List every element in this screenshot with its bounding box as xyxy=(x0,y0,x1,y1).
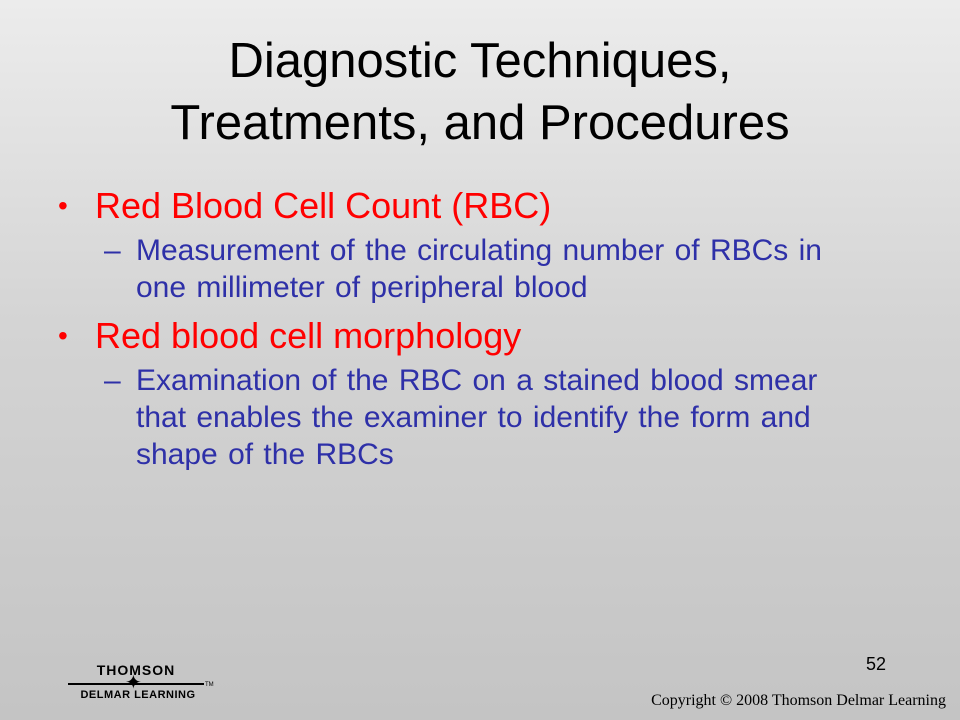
sub-bullet-glyph: – xyxy=(104,364,121,397)
bullet-text: Red Blood Cell Count (RBC) xyxy=(95,185,552,226)
title-line-1: Diagnostic Techniques, xyxy=(228,34,732,88)
bullet-item xyxy=(58,184,918,228)
slide-title xyxy=(40,30,920,154)
bullet-item xyxy=(58,314,918,358)
page-number: 52 xyxy=(865,654,886,674)
sub-bullet-glyph: – xyxy=(104,234,121,267)
thomson-delmar-logo xyxy=(68,662,214,706)
title-line-2: Treatments, and Procedures xyxy=(170,96,790,150)
sub-bullet-item xyxy=(104,232,856,306)
copyright-text: Copyright © 2008 Thomson Delmar Learning xyxy=(651,692,946,709)
bullet-text: Red blood cell morphology xyxy=(95,315,522,356)
logo-line-1: THOMSON xyxy=(96,662,176,678)
sub-bullet-text: Examination of the RBC on a stained blood smear that enables the examiner to identify the form and shape of the RBCs xyxy=(136,364,818,471)
bullet-glyph: • xyxy=(58,320,68,351)
bullet-glyph: • xyxy=(58,190,68,221)
logo-trademark: TM xyxy=(205,682,214,688)
logo-line-2: DELMAR LEARNING xyxy=(80,689,196,701)
slide-content xyxy=(58,184,918,481)
star-icon: ✦ xyxy=(125,672,142,694)
sub-bullet-text: Measurement of the circulating number of RBCs in one millimeter of peripheral blood xyxy=(136,234,822,304)
sub-bullet-item xyxy=(104,362,856,473)
